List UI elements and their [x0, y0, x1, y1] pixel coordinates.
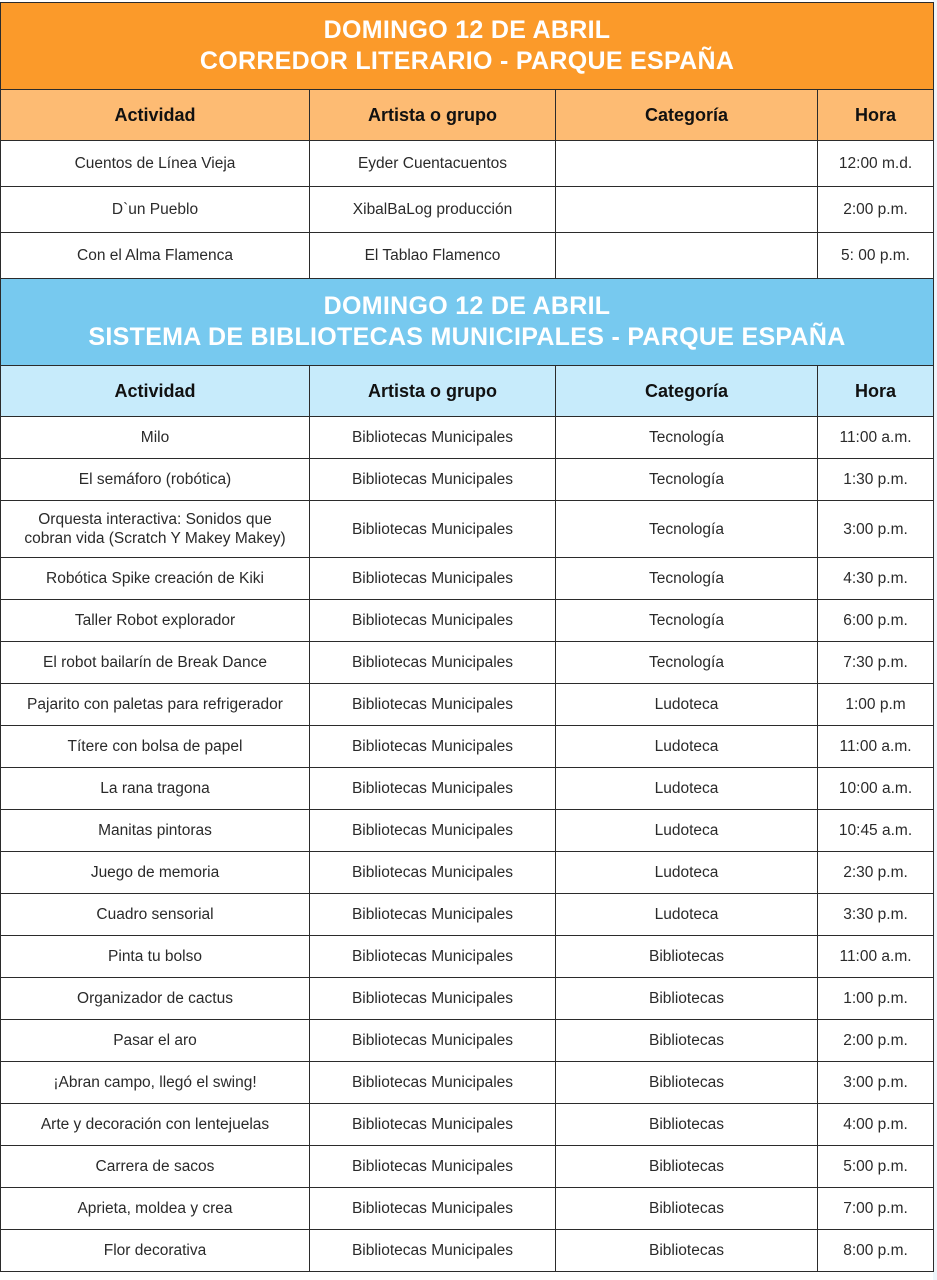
column-header-categoria: Categoría: [556, 366, 818, 417]
cell-actividad: Taller Robot explorador: [1, 600, 310, 642]
cell-categoria: Bibliotecas: [556, 1188, 818, 1230]
section-title-date: DOMINGO 12 DE ABRIL: [323, 16, 611, 44]
section-title-row: [1, 3, 934, 90]
table-row: [1, 684, 934, 726]
cell-categoria: Bibliotecas: [556, 1062, 818, 1104]
table-row: [1, 726, 934, 768]
cell-artista: Bibliotecas Municipales: [310, 1146, 556, 1188]
table-row: [1, 1188, 934, 1230]
section-title: [1, 279, 934, 366]
cell-actividad: Carrera de sacos: [1, 1146, 310, 1188]
table-row: [1, 852, 934, 894]
cell-artista: Bibliotecas Municipales: [310, 810, 556, 852]
table-row: [1, 501, 934, 558]
table-row: [1, 642, 934, 684]
cell-actividad: El semáforo (robótica): [1, 459, 310, 501]
cell-hora: 3:30 p.m.: [818, 894, 934, 936]
cell-artista: Bibliotecas Municipales: [310, 600, 556, 642]
cell-actividad: Pajarito con paletas para refrigerador: [1, 684, 310, 726]
cell-actividad: La rana tragona: [1, 768, 310, 810]
column-header-hora: Hora: [818, 90, 934, 141]
cell-actividad: Pinta tu bolso: [1, 936, 310, 978]
section-title-venue: CORREDOR LITERARIO - PARQUE ESPAÑA: [199, 47, 735, 75]
cell-hora: 11:00 a.m.: [818, 417, 934, 459]
cell-hora: 1:30 p.m.: [818, 459, 934, 501]
cell-actividad: Orquesta interactiva: Sonidos que cobran vida (Scratch Y Makey Makey): [1, 501, 310, 558]
cell-actividad: Manitas pintoras: [1, 810, 310, 852]
cell-actividad: D`un Pueblo: [1, 187, 310, 233]
cell-categoria: [556, 187, 818, 233]
table-row: [1, 1104, 934, 1146]
table-row: [1, 417, 934, 459]
table-row: [1, 1146, 934, 1188]
cell-actividad: Cuentos de Línea Vieja: [1, 141, 310, 187]
cell-actividad: El robot bailarín de Break Dance: [1, 642, 310, 684]
cell-actividad: Arte y decoración con lentejuelas: [1, 1104, 310, 1146]
table-row: [1, 600, 934, 642]
cell-artista: Bibliotecas Municipales: [310, 726, 556, 768]
cell-hora: 2:30 p.m.: [818, 852, 934, 894]
section-title-venue: SISTEMA DE BIBLIOTECAS MUNICIPALES - PARQUE ESPAÑA: [88, 323, 846, 351]
cell-artista: Bibliotecas Municipales: [310, 1188, 556, 1230]
cell-artista: Bibliotecas Municipales: [310, 1020, 556, 1062]
column-header-hora: Hora: [818, 366, 934, 417]
cell-categoria: Bibliotecas: [556, 1230, 818, 1272]
column-header-artista: Artista o grupo: [310, 90, 556, 141]
cell-categoria: Bibliotecas: [556, 1020, 818, 1062]
cell-categoria: Tecnología: [556, 558, 818, 600]
cell-hora: 5:00 p.m.: [818, 1146, 934, 1188]
column-header-row: [1, 366, 934, 417]
schedule-table: [0, 2, 934, 1272]
table-row: [1, 141, 934, 187]
table-row: [1, 1230, 934, 1272]
table-row: [1, 233, 934, 279]
table-row: [1, 936, 934, 978]
column-header-actividad: Actividad: [1, 366, 310, 417]
cell-categoria: [556, 233, 818, 279]
column-header-actividad: Actividad: [1, 90, 310, 141]
cell-artista: Bibliotecas Municipales: [310, 1062, 556, 1104]
cell-actividad: Milo: [1, 417, 310, 459]
table-row: [1, 187, 934, 233]
cell-categoria: Ludoteca: [556, 894, 818, 936]
section-title-row: [1, 279, 934, 366]
cell-hora: 4:00 p.m.: [818, 1104, 934, 1146]
table-row: [1, 459, 934, 501]
schedule-sheet: [0, 2, 933, 1272]
cell-hora: 2:00 p.m.: [818, 187, 934, 233]
cell-categoria: Tecnología: [556, 501, 818, 558]
cell-categoria: Ludoteca: [556, 684, 818, 726]
cell-actividad: Flor decorativa: [1, 1230, 310, 1272]
cell-categoria: Tecnología: [556, 417, 818, 459]
section-title-date: DOMINGO 12 DE ABRIL: [323, 292, 611, 320]
cell-artista: Bibliotecas Municipales: [310, 768, 556, 810]
cell-hora: 3:00 p.m.: [818, 1062, 934, 1104]
cell-artista: Bibliotecas Municipales: [310, 642, 556, 684]
cell-hora: 7:00 p.m.: [818, 1188, 934, 1230]
cell-categoria: Ludoteca: [556, 768, 818, 810]
table-row: [1, 810, 934, 852]
cell-categoria: Tecnología: [556, 600, 818, 642]
cell-actividad: Pasar el aro: [1, 1020, 310, 1062]
cell-artista: Bibliotecas Municipales: [310, 1104, 556, 1146]
cell-categoria: Bibliotecas: [556, 1104, 818, 1146]
cell-hora: 11:00 a.m.: [818, 936, 934, 978]
table-row: [1, 558, 934, 600]
cell-actividad: Con el Alma Flamenca: [1, 233, 310, 279]
cell-hora: 1:00 p.m: [818, 684, 934, 726]
cell-categoria: Ludoteca: [556, 852, 818, 894]
cell-categoria: Bibliotecas: [556, 978, 818, 1020]
table-row: [1, 768, 934, 810]
cell-hora: 1:00 p.m.: [818, 978, 934, 1020]
cell-actividad: Aprieta, moldea y crea: [1, 1188, 310, 1230]
cell-hora: 12:00 m.d.: [818, 141, 934, 187]
cell-hora: 10:00 a.m.: [818, 768, 934, 810]
cell-categoria: Bibliotecas: [556, 936, 818, 978]
cell-hora: 7:30 p.m.: [818, 642, 934, 684]
table-row: [1, 894, 934, 936]
cell-actividad: Cuadro sensorial: [1, 894, 310, 936]
cell-categoria: Tecnología: [556, 642, 818, 684]
cell-actividad: Organizador de cactus: [1, 978, 310, 1020]
cell-actividad: ¡Abran campo, llegó el swing!: [1, 1062, 310, 1104]
cell-categoria: Bibliotecas: [556, 1146, 818, 1188]
cell-actividad: Juego de memoria: [1, 852, 310, 894]
cell-categoria: Ludoteca: [556, 726, 818, 768]
table-row: [1, 1062, 934, 1104]
cell-hora: 2:00 p.m.: [818, 1020, 934, 1062]
cell-artista: Bibliotecas Municipales: [310, 684, 556, 726]
cell-artista: XibalBaLog producción: [310, 187, 556, 233]
cell-artista: Bibliotecas Municipales: [310, 894, 556, 936]
cell-artista: El Tablao Flamenco: [310, 233, 556, 279]
cell-hora: 8:00 p.m.: [818, 1230, 934, 1272]
cell-categoria: Ludoteca: [556, 810, 818, 852]
table-row: [1, 978, 934, 1020]
cell-artista: Bibliotecas Municipales: [310, 501, 556, 558]
column-header-row: [1, 90, 934, 141]
cell-artista: Eyder Cuentacuentos: [310, 141, 556, 187]
cell-categoria: [556, 141, 818, 187]
cell-artista: Bibliotecas Municipales: [310, 459, 556, 501]
cell-hora: 5: 00 p.m.: [818, 233, 934, 279]
cell-artista: Bibliotecas Municipales: [310, 936, 556, 978]
cell-artista: Bibliotecas Municipales: [310, 852, 556, 894]
cell-hora: 6:00 p.m.: [818, 600, 934, 642]
column-header-categoria: Categoría: [556, 90, 818, 141]
section-title: [1, 3, 934, 90]
cell-artista: Bibliotecas Municipales: [310, 1230, 556, 1272]
cell-artista: Bibliotecas Municipales: [310, 417, 556, 459]
cell-actividad: Títere con bolsa de papel: [1, 726, 310, 768]
cell-hora: 3:00 p.m.: [818, 501, 934, 558]
cell-hora: 11:00 a.m.: [818, 726, 934, 768]
cell-actividad: Robótica Spike creación de Kiki: [1, 558, 310, 600]
cell-hora: 4:30 p.m.: [818, 558, 934, 600]
table-row: [1, 1020, 934, 1062]
cell-hora: 10:45 a.m.: [818, 810, 934, 852]
cell-categoria: Tecnología: [556, 459, 818, 501]
cell-artista: Bibliotecas Municipales: [310, 558, 556, 600]
column-header-artista: Artista o grupo: [310, 366, 556, 417]
schedule-body: [1, 3, 934, 1272]
cell-artista: Bibliotecas Municipales: [310, 978, 556, 1020]
